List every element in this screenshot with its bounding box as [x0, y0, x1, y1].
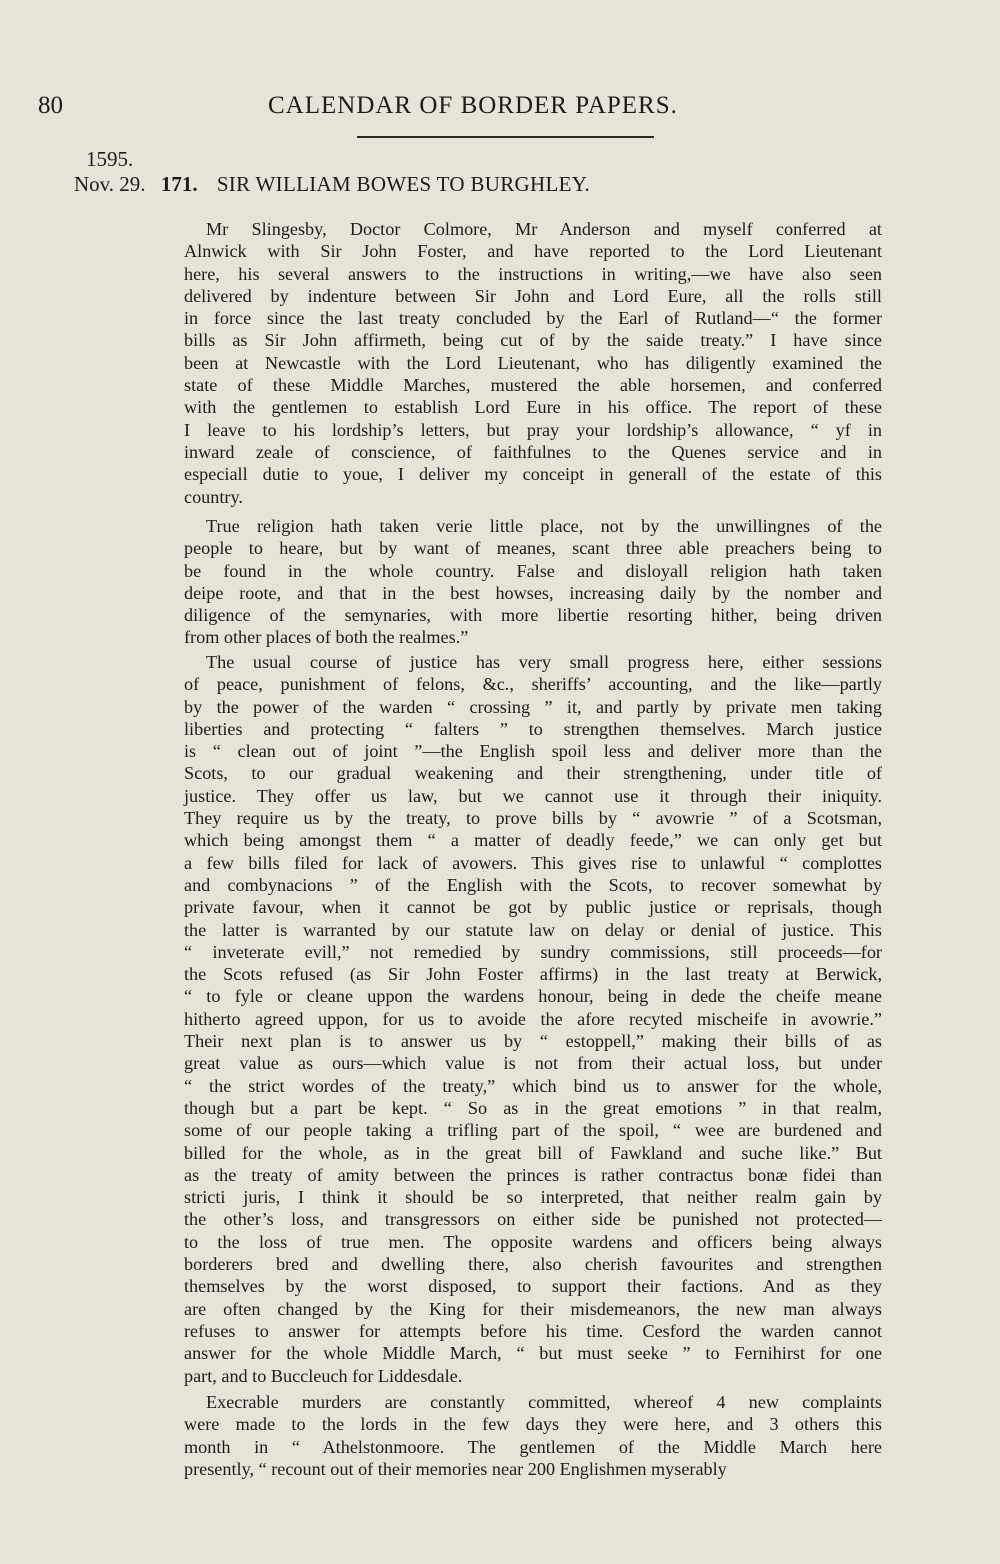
text-line: Scots, to our gradual weakening and their strengthening, under title of — [184, 763, 882, 784]
text-line: borderers bred and dwelling there, also cherish favourites and strengthen — [184, 1254, 882, 1275]
entry-number: 171. — [160, 172, 198, 196]
text-line: is “ clean out of joint ”—the English spoil less and deliver more than the — [184, 741, 882, 762]
text-line: month in “ Athelstonmoore. The gentlemen of the Middle March here — [184, 1436, 882, 1457]
entry-year: 1595. — [86, 147, 134, 171]
text-line: hitherto agreed uppon, for us to avoide the afore recyted mischeife in avowrie.” — [184, 1008, 882, 1029]
text-line: Execrable murders are constantly committed, whereof 4 new complaints — [206, 1392, 882, 1412]
text-line: answer for the whole Middle March, “ but must seeke ” to Fernihirst for one — [184, 1343, 882, 1364]
running-title: CALENDAR OF BORDER PAPERS. — [268, 92, 678, 119]
text-line: were made to the lords in the few days they were here, and 3 others this — [184, 1414, 882, 1435]
text-line: They require us by the treaty, to prove bills by “ avowrie ” of a Scotsman, — [184, 808, 882, 829]
text-line: deipe roote, and that in the best howses, increasing daily by the nomber and — [184, 582, 882, 603]
text-line: as the treaty of amity between the princes is rather contractus bonæ fidei than — [184, 1164, 882, 1185]
text-line: liberties and protecting “ falters ” to strengthen themselves. March justice — [184, 718, 882, 739]
text-line: country. — [184, 486, 243, 507]
text-line: presently, “ recount out of their memories near 200 Englishmen myserably — [184, 1458, 727, 1479]
text-line: the other’s loss, and transgressors on either side be punished not protected— — [184, 1209, 882, 1230]
text-line: diligence of the semynaries, with more libertie resorting hither, being driven — [184, 605, 882, 626]
text-line: of peace, punishment of felons, &c., sheriffs’ accounting, and the like—partly — [184, 674, 882, 695]
text-line: bills as Sir John affirmeth, being cut of by the saide treaty.” I have since — [184, 330, 882, 351]
header-rule — [357, 136, 654, 138]
text-line: from other places of both the realmes.” — [184, 627, 469, 648]
text-line: state of these Middle Marches, mustered the able horsemen, and conferred — [184, 375, 882, 396]
text-line: “ the strict wordes of the treaty,” which bind us to answer for the whole, — [184, 1075, 882, 1096]
text-line: refuses to answer for attempts before his time. Cesford the warden cannot — [184, 1320, 882, 1341]
paragraph-4 — [184, 1391, 882, 1480]
text-line: the latter is warranted by our statute law on delay or denial of justice. This — [184, 919, 882, 940]
text-line: Their next plan is to answer us by “ estoppell,” making their bills of as — [184, 1031, 882, 1052]
text-line: justice. They offer us law, but we cannot use it through their iniquity. — [184, 785, 882, 806]
text-line: delivered by indenture between Sir John and Lord Eure, all the rolls still — [184, 285, 882, 306]
text-line: “ to fyle or cleane uppon the wardens honour, being in dede the cheife meane — [184, 986, 882, 1007]
text-line: be found in the whole country. False and disloyall religion hath taken — [184, 560, 882, 581]
text-line: I leave to his lordship’s letters, but pray your lordship’s allowance, “ yf in — [184, 419, 882, 440]
text-line: a few bills filed for lack of avowers. This gives rise to unlawful “ complottes — [184, 852, 882, 873]
text-line: themselves by the worst disposed, to support their factions. And as they — [184, 1276, 882, 1297]
text-line: by the power of the warden “ crossing ” it, and partly by private men taking — [184, 696, 882, 717]
text-line: great value as ours—which value is not from their actual loss, but under — [184, 1053, 882, 1074]
text-line: inward zeale of conscience, of faithfulnes to the Quenes service and in — [184, 441, 882, 462]
text-line: part, and to Buccleuch for Liddesdale. — [184, 1365, 463, 1386]
text-line: “ inveterate evill,” not remedied by sundry commissions, still proceeds—for — [184, 941, 882, 962]
text-line: True religion hath taken verie little place, not by the unwillingnes of the — [206, 516, 882, 536]
text-line: especiall dutie to youe, I deliver my conceipt in generall of the estate of this — [184, 464, 882, 485]
text-line: the Scots refused (as Sir John Foster affirms) in the last treaty at Berwick, — [184, 964, 882, 985]
text-line: Mr Slingesby, Doctor Colmore, Mr Anderson and myself conferred at — [206, 219, 882, 239]
paragraph-3 — [184, 651, 882, 1387]
text-line: private favour, when it cannot be got by public justice or reprisals, though — [184, 897, 882, 918]
entry-heading: SIR WILLIAM BOWES TO BURGHLEY. — [216, 172, 591, 196]
text-line: with the gentlemen to establish Lord Eure in his office. The report of these — [184, 397, 882, 418]
text-line: people to heare, but by want of meanes, scant three able preachers being to — [184, 538, 882, 559]
paragraph-2 — [184, 515, 882, 649]
text-line: stricti juris, I think it should be so interpreted, that neither realm gain by — [184, 1187, 882, 1208]
text-line: though but a part be kept. “ So as in the great emotions ” in that realm, — [184, 1097, 882, 1118]
text-line: The usual course of justice has very small progress here, either sessions — [206, 652, 882, 672]
text-line: Alnwick with Sir John Foster, and have reported to the Lord Lieutenant — [184, 241, 882, 262]
text-line: and combynacions ” of the English with the Scots, to recover somewhat by — [184, 874, 882, 895]
text-line: in force since the last treaty concluded by the Earl of Rutland—“ the former — [184, 308, 882, 329]
text-line: some of our people taking a trifling part of the spoil, “ wee are burdened and — [184, 1120, 882, 1141]
text-line: are often changed by the King for their misdemeanors, the new man always — [184, 1298, 882, 1319]
entry-date: Nov. 29. — [74, 172, 146, 196]
page-number: 80 — [38, 92, 63, 119]
text-line: which being amongst them “ a matter of deadly feede,” we can only get but — [184, 830, 882, 851]
text-line: to the loss of true men. The opposite wardens and officers being always — [184, 1231, 882, 1252]
text-line: here, his several answers to the instructions in writing,—we have also seen — [184, 263, 882, 284]
text-line: billed for the whole, as in the great bill of Fawkland and suche like.” But — [184, 1142, 882, 1163]
entry-header — [74, 172, 590, 197]
paragraph-1 — [184, 218, 882, 508]
text-line: been at Newcastle with the Lord Lieutenant, who has diligently examined the — [184, 352, 882, 373]
